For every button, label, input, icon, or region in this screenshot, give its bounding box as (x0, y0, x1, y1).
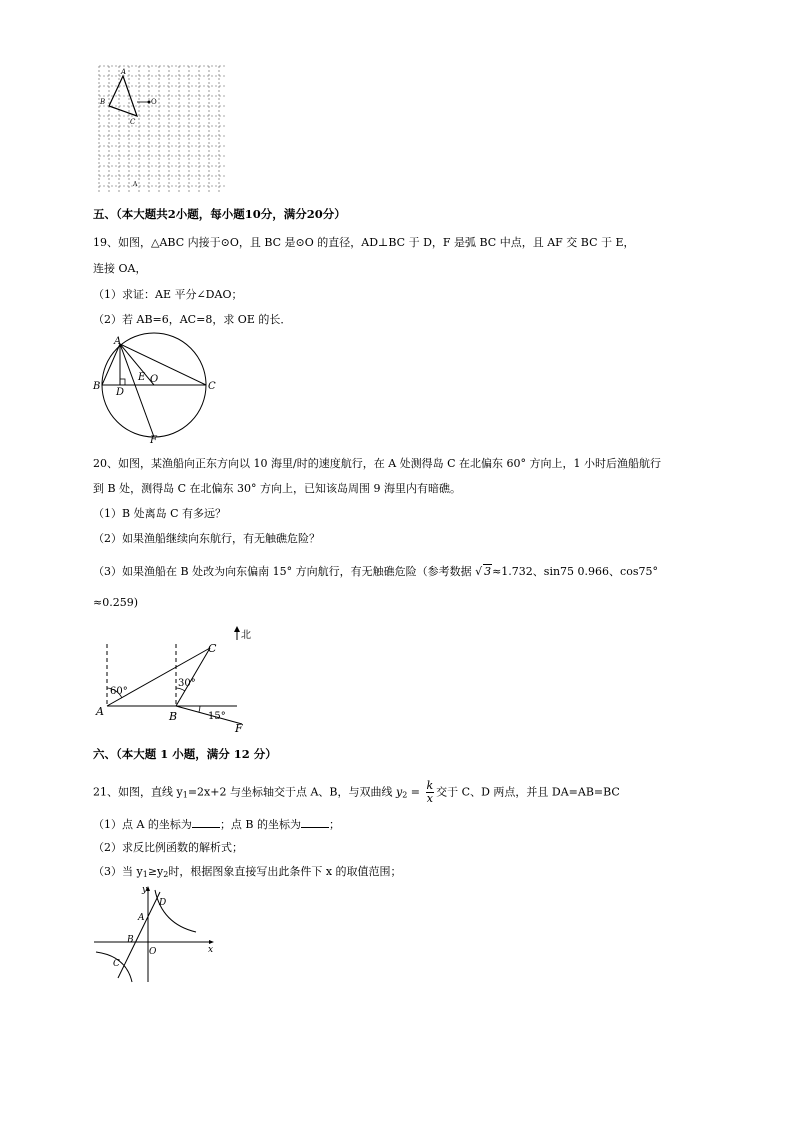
q21-part1-a: （1）点 A 的坐标为 (93, 818, 192, 831)
q20-part1: （1）B 处离岛 C 有多远？ (93, 507, 226, 520)
q21-line1-a: 21、如图，直线 y (93, 785, 183, 799)
q20-part3 (93, 564, 658, 579)
q21-y2: y (395, 785, 403, 799)
label-30: 30° (178, 678, 196, 689)
q20-part2: （2）如果渔船继续向东航行，有无触礁危险？ (93, 532, 320, 545)
label-d: D (116, 387, 125, 398)
label-arrow: A (133, 181, 138, 188)
frac-num: k (426, 779, 434, 792)
q21-part1 (93, 817, 340, 832)
answer-blank-b[interactable] (301, 817, 329, 828)
label-b: B (93, 381, 101, 392)
sqrt-symbol: √ (475, 565, 483, 578)
q21-part3-a: （3）当 y (93, 865, 143, 878)
q20-part3-suffix: ≈1.732、sin75 0.966、cos75° (492, 565, 658, 578)
q21-line1-b: =2x+2 与坐标轴交于点 A、B，与双曲线 (187, 785, 393, 799)
q21-line1-c: 交于 C、D 两点，并且 DA=AB=BC (436, 785, 620, 799)
label-e: E (138, 372, 146, 383)
label-y: y (142, 885, 148, 895)
q19-part1: （1）求证：AE 平分∠DAO； (93, 288, 243, 301)
q19-line1: 19、如图，△ABC 内接于⊙O，且 BC 是⊙O 的直径，AD⊥BC 于 D，F 是弧 BC 中点，且 AF 交 BC 于 E， (93, 236, 635, 249)
q21-part3-c: 时，根据图象直接写出此条件下 x 的取值范围； (168, 865, 402, 878)
label-d: D (159, 898, 167, 908)
label-b: B (169, 710, 178, 723)
q21-sub2: 2 (402, 790, 408, 800)
q20-line1: 20、如图，某渔船向正东方向以 10 海里/时的速度航行，在 A 处测得岛 C 在北偏东 60° 方向上，1 小时后渔船航行 (93, 457, 662, 470)
q21-part1-b: ；点 B 的坐标为 (219, 818, 302, 831)
q20-part3-line2: ≈0.259) (93, 596, 138, 609)
q19-part2: （2）若 AB=6，AC=8，求 OE 的长． (93, 313, 292, 326)
north-label: 北 (241, 630, 251, 641)
q20-part3-prefix: （3）如果渔船在 B 处改为向东偏南 15° 方向航行，有无触礁危险（参考数据 (93, 565, 472, 578)
label-15: 15° (208, 711, 226, 722)
label-b: B (127, 935, 134, 945)
frac-den: x (426, 792, 433, 805)
label-o: O (150, 374, 159, 385)
grid-triangle-figure (97, 64, 229, 196)
hyperbola-figure (92, 884, 218, 984)
label-a: A (96, 705, 104, 718)
label-c: C (208, 642, 217, 655)
circle-figure (92, 332, 222, 444)
q21-sub1: 1 (182, 790, 188, 800)
hyperbola-branch-1 (155, 890, 196, 932)
label-a: A (114, 336, 122, 347)
answer-blank-a[interactable] (192, 817, 220, 828)
q20-line2: 到 B 处，测得岛 C 在北偏东 30° 方向上，已知该岛周围 9 海里内有暗礁。 (93, 482, 461, 495)
sqrt-radicand: 3 (484, 565, 492, 578)
q21-part3-sub2: 2 (163, 870, 169, 879)
section5-heading: 五、（本大题共2小题，每小题10分，满分20分） (93, 207, 346, 221)
q21-line1 (93, 780, 620, 805)
q21-part3 (93, 865, 402, 882)
label-a: A (138, 913, 145, 923)
label-o: O (149, 947, 157, 957)
label-c: C (130, 118, 136, 126)
section6-heading: 六、（本大题 1 小题，满分 12 分） (93, 747, 277, 761)
label-b: B (100, 98, 106, 106)
label-f: F (150, 435, 157, 444)
fraction-k-over-x (426, 780, 435, 805)
q21-part2: （2）求反比例函数的解析式； (93, 841, 243, 854)
label-c: C (208, 381, 216, 392)
q21-part3-sub1: 1 (142, 870, 148, 879)
label-c: C (113, 959, 120, 969)
label-x: x (208, 945, 214, 955)
label-o: O (151, 98, 157, 106)
label-60: 60° (110, 686, 128, 697)
q19-line2: 连接 OA， (93, 262, 147, 275)
q21-part1-c: ； (329, 818, 341, 831)
label-f: F (235, 722, 243, 735)
label-a: A (121, 68, 127, 76)
q21-part3-b: ≥y (147, 865, 164, 878)
navigation-figure (92, 624, 262, 736)
q21-eq: = (410, 785, 420, 799)
